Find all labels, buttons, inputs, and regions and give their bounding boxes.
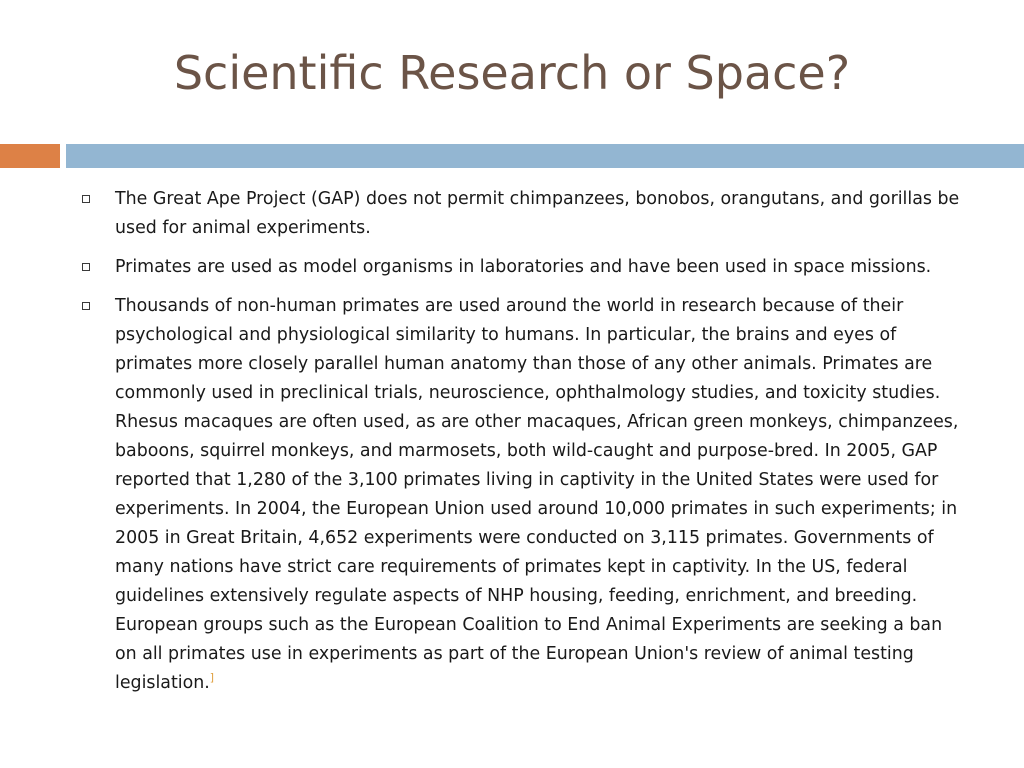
- bullet-text: Thousands of non-human primates are used around the world in research because of their psychological and physiological similarity to humans. In particular, the brains and eyes of primates more closely parallel human anatomy than those of any other animals. Primates are commonly used in preclinical trials, neuroscience, ophthalmology studies, and toxicity studies. Rhesus macaques are often used, as are other macaques, African green monkeys, chimpanzees, baboons, squirrel monkeys, and marmosets, both wild-caught and purpose-bred. In 2005, GAP reported that 1,280 of the 3,100 primates living in captivity in the United States were used for experiments. In 2004, the European Union used around 10,000 primates in such experiments; in 2005 in Great Britain, 4,652 experiments were conducted on 3,115 primates. Governments of many nations have strict care requirements of primates kept in captivity. In the US, federal guidelines extensively regulate aspects of NHP housing, feeding, enrichment, and breeding. European groups such as the European Coalition to End Animal Experiments are seeking a ban on all primates use in experiments as part of the European Union's review of animal testing legislation.: [115, 296, 959, 693]
- square-bullet-icon: [82, 302, 90, 310]
- slide-title: Scientific Research or Space?: [173, 46, 851, 100]
- bullet-text: The Great Ape Project (GAP) does not permit chimpanzees, bonobos, orangutans, and gorillas be used for animal experiments.: [115, 189, 960, 238]
- title-divider-bar: [66, 144, 1024, 168]
- square-bullet-icon: [82, 263, 90, 271]
- bullet-text: Primates are used as model organisms in laboratories and have been used in space missions.: [115, 257, 932, 277]
- square-bullet-icon: [82, 195, 90, 203]
- footnote-link[interactable]: ]: [209, 671, 215, 685]
- bullet-item-primate-research: [78, 292, 968, 698]
- bullet-item-model-organisms: [78, 253, 968, 282]
- bullet-item-great-ape-project: [78, 185, 968, 243]
- title-accent-bar: [0, 144, 60, 168]
- bullet-list: [78, 185, 968, 708]
